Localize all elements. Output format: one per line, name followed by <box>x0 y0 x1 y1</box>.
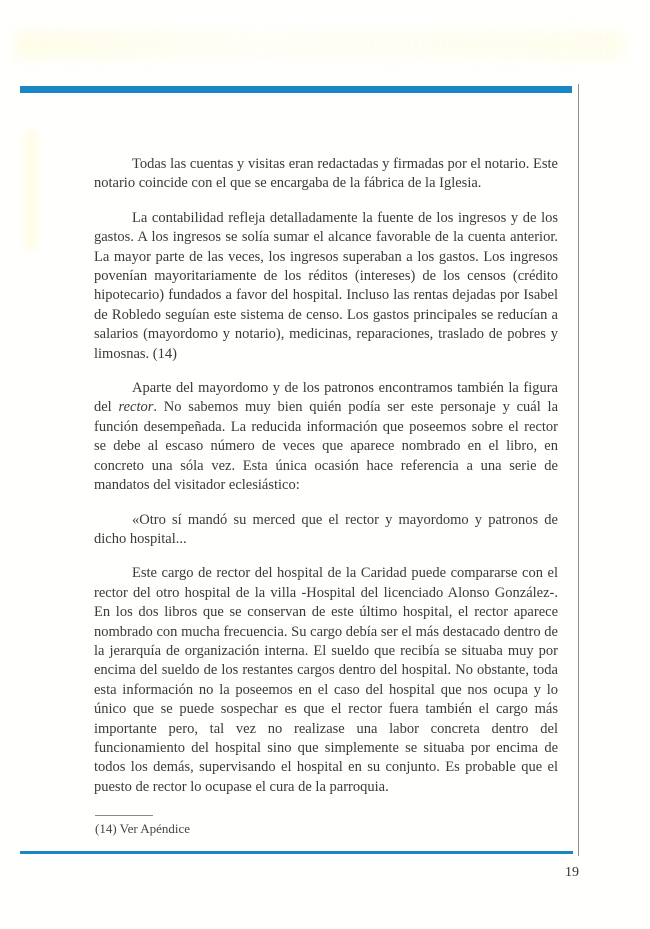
paragraph-text: . No sabemos muy bien quién podía ser este personaje y cuál la función desempeñada. La reducida información que poseemos sobre el rector se debe al escaso número de veces que aparece nombrado en el libro, en concreto una sóla vez. Esta única ocasión hace referencia a una serie de mandatos del visitador eclesiástico: <box>94 399 559 494</box>
body-text <box>94 155 558 797</box>
italic-term: rector <box>118 399 154 416</box>
footer-rule <box>20 851 573 854</box>
margin-rule <box>578 84 579 856</box>
page-content <box>94 155 558 837</box>
footnote: (14) Ver Apéndice <box>95 821 191 837</box>
footnote-separator <box>95 815 153 816</box>
paragraph: Este cargo de rector del hospital de la Caridad puede compararse con el rector del otro hospital de la villa -Hospital del licenciado Alonso González-. En los dos libros que se conservan de este último hospital, el rector aparece nombrado con mucha frecuencia. Su cargo debía ser el más destacado dentro de la jerarquía de organización interna. El sueldo que recibía se situaba muy por encima del sueldo de los restantes cargos dentro del hospital. No obstante, toda esta información no la poseemos en el caso del hospital que nos ocupa y lo único que se puede sospechar es que el rector fuera también el cargo más importante pero, tal vez no realizase una labor concreta dentro del funcionamiento del hospital sino que simplemente se situaba por encima de todos los demás, supervisando el hospital en su conjunto. Es probable que el puesto de rector lo ocupase el cura de la parroquia. <box>94 565 558 795</box>
paper-discoloration <box>15 30 625 60</box>
paper-discoloration-left <box>25 130 37 250</box>
header-rule <box>20 86 572 93</box>
paragraph <box>94 209 558 364</box>
footnote-block <box>94 815 558 837</box>
quotation: «Otro sí mandó su merced que el rector y mayordomo y patronos de dicho hospital... <box>94 511 558 547</box>
paragraph-text: La contabilidad refleja detalladamente la fuente de los ingresos y de los gastos. A los ingresos se solía sumar el alcance favorable de la cuenta anterior. La mayor parte de las veces, los ingresos superaban a los gastos. Los ingresos povenían mayoritariamente de los réditos (intereses) de los censos (crédito hipotecario) fundados a favor del hospital. Incluso las rentas dejadas por Isabel de Robledo seguían este sistema de censo. Los gastos principales se reducían a salarios (mayordomo y notario), medicinas, reparaciones, traslado de pobres y limosnas. (14) <box>94 209 558 362</box>
paragraph: Todas las cuentas y visitas eran redactadas y firmadas por el notario. Este notario coincide con el que se encargaba de la fábrica de la Iglesia. <box>94 156 558 192</box>
paragraph-text: Aparte del mayordomo y de los patronos encontramos también la figura del <box>94 380 558 416</box>
paragraph <box>94 379 558 495</box>
page-number: 19 <box>565 865 579 880</box>
